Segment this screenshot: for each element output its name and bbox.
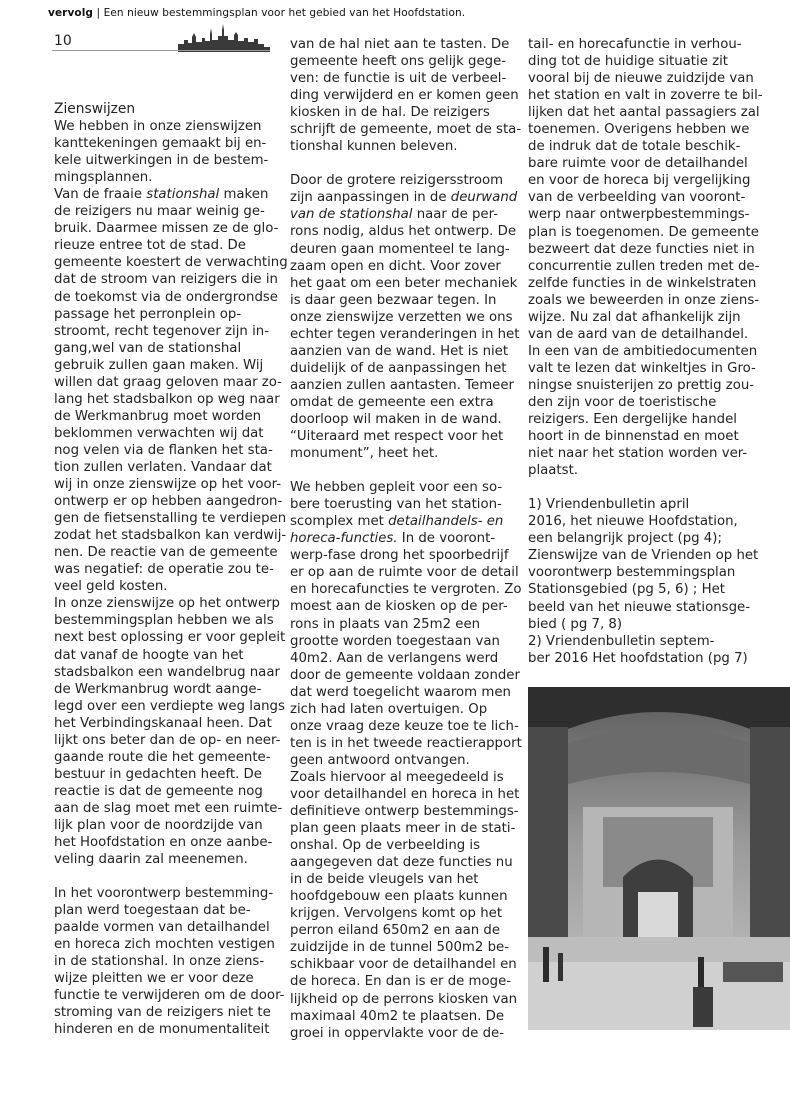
text-line: bied ( pg 7, 8)	[528, 616, 623, 632]
text-line: zijn aanpassingen in de deurwand	[290, 190, 518, 206]
text-line: aan de slag moet met een ruimte-	[54, 800, 283, 816]
text-line: We hebben in onze zienswijzen	[54, 119, 262, 135]
paragraph-gap	[290, 155, 512, 172]
text-line: bestemmingsplan hebben we als	[54, 613, 274, 629]
text-line: scomplex met detailhandels- en	[290, 514, 504, 530]
text-line: In onze zienswijze op het ontwerp	[54, 596, 280, 612]
text-line: gang,wel van de stationshal	[54, 340, 242, 356]
header-rule	[52, 50, 270, 51]
text-line: zaam open en dicht. Voor zover	[290, 258, 501, 274]
text-line: echter tegen veranderingen in het	[290, 326, 520, 342]
text-line: onze vraag deze keuze toe te lich-	[290, 718, 519, 734]
text-line: beklommen verwachten wij dat	[54, 425, 264, 441]
text-line: ven: de functie is uit de verbeel-	[290, 71, 507, 87]
text-line: paalde vormen van detailhandel	[54, 920, 270, 936]
column-1	[54, 101, 288, 1039]
text-line: veling daarin zal meenemen.	[54, 852, 248, 868]
page-number: 10	[54, 33, 72, 49]
text-line: ontwerp er op hebben aangedron-	[54, 494, 283, 510]
text-line: Zoals hiervoor al meegedeeld is	[290, 769, 504, 785]
running-head-separator: |	[96, 7, 101, 19]
running-head-title: Een nieuw bestemmingsplan voor het gebied van het Hoofdstation.	[103, 7, 466, 19]
text-line: veel geld kosten.	[54, 579, 168, 595]
text-line: duidelijk of de aanpassingen het	[290, 360, 507, 376]
paragraph-gap	[528, 479, 778, 496]
text-line: lijken dat het aantal passagiers zal	[528, 105, 760, 121]
text-line: wijze. Nu zal dat afhankelijk zijn	[528, 309, 741, 325]
text-line: het Verbindingskanaal heen. Dat	[54, 715, 272, 731]
text-line: tionshal kunnen beleven.	[290, 139, 458, 155]
text-line: Door de grotere reizigersstroom	[290, 173, 504, 189]
text-line: Stationsgebied (pg 5, 6) ; Het	[528, 582, 725, 598]
text-line: gemeente heeft ons gelijk gege-	[290, 54, 507, 70]
text-line: valt te lezen dat winkeltjes in Gro-	[528, 360, 756, 376]
text-line: en horeca zich mochten vestigen	[54, 937, 275, 953]
text-line: willen dat graag geloven maar zo-	[54, 374, 282, 390]
text-line: schrijft de gemeente, moet de sta-	[290, 122, 522, 138]
text-line: In het voorontwerp bestemming-	[54, 886, 274, 902]
text-line: de reizigers nu maar weinig ge-	[54, 204, 265, 220]
text-line: zich had laten overtuigen. Op	[290, 701, 488, 717]
text-line: rieuze entree tot de stad. De	[54, 238, 246, 254]
text-line: gemeente koestert de verwachting	[54, 255, 288, 271]
text-line: stroomt, recht tegenover zijn in-	[54, 323, 270, 339]
text-line: tail- en horecafunctie in verhou-	[528, 37, 742, 52]
text-line: door de gemeente voldaan zonder	[290, 667, 520, 683]
text-line: plan is toegenomen. De gemeente	[528, 224, 759, 240]
text-line: hoort in de binnenstad en moet	[528, 429, 739, 445]
text-line: “Uiteraard met respect voor het	[290, 429, 504, 445]
column-3-body	[528, 36, 778, 667]
text-line: plan geen plaats meer in de stati-	[290, 821, 516, 837]
text-line: legd over een verdiepte weg langs	[54, 698, 285, 714]
text-line: Van de fraaie stationshal maken	[54, 187, 269, 203]
text-line: ten is in het tweede reactierapport	[290, 735, 522, 751]
text-line: concurrentie zullen treden met de-	[528, 258, 760, 274]
text-line: het gaat om een beter mechaniek	[290, 275, 518, 291]
text-line: passage het perronplein op-	[54, 306, 242, 322]
text-line: lijkheid op de perrons kiosken van	[290, 991, 518, 1007]
text-line: wijze pleitten we er voor deze	[54, 971, 254, 987]
text-line: onshal. Op de verbeelding is	[290, 838, 481, 854]
text-line: werp-fase drong het spoorbedrijf	[290, 548, 509, 564]
text-line: 40m2. Aan de verlangens werd	[290, 650, 499, 666]
text-line: de horeca. En dan is er de moge-	[290, 974, 512, 990]
text-line: plaatst.	[528, 463, 579, 479]
text-line: de toekomst via de ondergrondse	[54, 289, 278, 305]
text-line: is daar geen bezwaar tegen. In	[290, 292, 497, 308]
text-line: In een van de ambitiedocumenten	[528, 343, 758, 359]
text-line: moest aan de kiosken op de per-	[290, 599, 508, 615]
text-line: dat werd toegelicht waarom men	[290, 684, 511, 700]
text-line: het station en valt in zoverre te bil-	[528, 88, 763, 104]
text-line: voorontwerp bestemmingsplan	[528, 565, 736, 581]
text-line: vooral bij de nieuwe zuidzijde van	[528, 71, 754, 87]
text-line: 2) Vriendenbulletin septem-	[528, 633, 715, 649]
text-line: wij in onze zienswijze op het voor-	[54, 477, 282, 493]
city-skyline-icon	[178, 22, 270, 52]
text-line: zodat het stadsbalkon kan verdwij-	[54, 528, 287, 544]
text-line: ber 2016 Het hoofdstation (pg 7)	[528, 650, 748, 666]
text-line: dat de stroom van reizigers die in	[54, 272, 278, 288]
text-line: tion zullen verlaten. Vandaar dat	[54, 459, 272, 475]
text-line: hinderen en de monumentaliteit	[54, 1022, 270, 1038]
text-line: ding tot de huidige situatie zit	[528, 54, 729, 70]
text-line: bezweert dat deze functies niet in	[528, 241, 755, 257]
column-2-body	[290, 36, 522, 1042]
text-line: maximaal 40m2 te plaatsen. De	[290, 1008, 505, 1024]
text-line: krijgen. Vervolgens komt op het	[290, 906, 503, 922]
text-line: de Werkmanbrug wordt aange-	[54, 681, 262, 697]
text-line: nen. De reactie van de gemeente	[54, 545, 278, 561]
text-line: bestuur in gedachten heeft. De	[54, 766, 262, 782]
text-line: gaande route die het gemeente-	[54, 749, 271, 765]
column-1-body	[54, 118, 288, 1038]
station-hall-photo	[528, 687, 790, 1030]
text-line: van de stationshal naar de per-	[290, 207, 499, 223]
text-line: hoofdgebouw een plaats kunnen	[290, 889, 508, 905]
text-line: gebruik zullen gaan maken. Wij	[54, 357, 264, 373]
text-line: kele uitwerkingen in de bestem-	[54, 153, 269, 169]
text-line: dat vanaf de hoogte van het	[54, 647, 244, 663]
text-line: lang het stadsbalkon op weg naar	[54, 391, 280, 407]
running-head	[48, 7, 465, 19]
text-line: niet naar het station worden ver-	[528, 446, 748, 462]
text-line: 2016, het nieuwe Hoofdstation,	[528, 514, 738, 530]
text-line: en horecafuncties te vergroten. Zo	[290, 582, 522, 598]
text-line: lijkt ons beter dan de op- en neer-	[54, 732, 281, 748]
text-line: in de stationshal. In onze ziens-	[54, 954, 265, 970]
text-line: Zienswijze van de Vrienden op het	[528, 548, 759, 564]
text-line: ding verwijderd en er komen geen	[290, 88, 519, 104]
text-line: horeca-functies. In de vooront-	[290, 531, 496, 547]
text-line: de indruk dat de totale beschik-	[528, 139, 741, 155]
text-line: zoals we beweerden in onze ziens-	[528, 292, 760, 308]
text-line: van de hal niet aan te tasten. De	[290, 37, 510, 52]
text-line: functie te verwijderen om de door-	[54, 988, 285, 1004]
column-2	[290, 36, 522, 1042]
text-line: gen de fietsenstalling te verdiepen	[54, 511, 287, 527]
text-line: bruik. Daarmee missen ze de glo-	[54, 221, 279, 237]
text-line: kanttekeningen gemaakt bij en-	[54, 136, 267, 152]
paragraph-gap	[54, 868, 276, 885]
text-line: aangegeven dat deze functies nu	[290, 855, 513, 871]
text-line: 1) Vriendenbulletin april	[528, 497, 690, 513]
text-line: geen antwoord ontvangen.	[290, 752, 470, 768]
text-line: voor detailhandel en horeca in het	[290, 786, 520, 802]
text-line: en voor de horeca bij vergelijking	[528, 173, 751, 189]
text-line: van de verbeelding van vooront-	[528, 190, 746, 206]
text-line: perron eiland 650m2 en aan de	[290, 923, 501, 939]
text-line: er op aan de ruimte voor de detail	[290, 565, 519, 581]
text-line: schikbaar voor de detailhandel en	[290, 957, 517, 973]
text-line: stadsbalkon een wandelbrug naar	[54, 664, 280, 680]
text-line: groei in oppervlakte voor de de-	[290, 1025, 504, 1041]
text-line: was negatief: de operatie zou te-	[54, 562, 274, 578]
text-line: reizigers. Een dergelijke handel	[528, 412, 737, 428]
text-line: aanzien van de wand. Het is niet	[290, 343, 509, 359]
text-line: kiosken in de hal. De reizigers	[290, 105, 490, 121]
text-line: aanzien zullen aantasten. Temeer	[290, 377, 514, 393]
text-line: We hebben gepleit voor een so-	[290, 480, 503, 496]
running-head-section: vervolg	[48, 7, 94, 19]
text-line: stroming van de reizigers niet te	[54, 1005, 271, 1021]
text-line: het Hoofdstation en onze aanbe-	[54, 835, 273, 851]
text-line: monument”, heet het.	[290, 446, 439, 462]
text-line: lijk plan voor de noordzijde van	[54, 817, 263, 833]
text-line: plan werd toegestaan dat be-	[54, 903, 251, 919]
text-line: rons in plaats van 25m2 een	[290, 616, 481, 632]
text-line: definitieve ontwerp bestemmings-	[290, 804, 519, 820]
text-line: grootte worden toegestaan van	[290, 633, 500, 649]
column-3	[528, 36, 778, 667]
text-line: next best oplossing er voor gepleit	[54, 630, 286, 646]
text-line: ningse snuisterijen zo prettig zou-	[528, 377, 755, 393]
text-line: de Werkmanbrug moet worden	[54, 408, 262, 424]
text-line: deuren gaan momenteel te lang-	[290, 241, 510, 257]
text-line: van de aard van de detailhandel.	[528, 326, 749, 342]
text-line: mingsplannen.	[54, 170, 153, 186]
text-line: toenemen. Overigens hebben we	[528, 122, 750, 138]
text-line: omdat de gemeente een extra	[290, 394, 494, 410]
section-heading: Zienswijzen	[54, 101, 136, 117]
text-line: bare ruimte voor de detailhandel	[528, 156, 748, 172]
text-line: beeld van het nieuwe stationsge-	[528, 599, 751, 615]
text-line: zelfde functies in de winkelstraten	[528, 275, 757, 291]
text-line: onze zienswijze verzetten we ons	[290, 309, 513, 325]
text-line: rons nodig, aldus het ontwerp. De	[290, 224, 517, 240]
paragraph-gap	[290, 462, 512, 479]
text-line: bere toerusting van het station-	[290, 497, 502, 513]
text-line: werp naar ontwerpbestemmings-	[528, 207, 750, 223]
text-line: doorloop wil maken in de wand.	[290, 411, 502, 427]
text-line: nog velen via de flanken het sta-	[54, 442, 273, 458]
text-line: in de beide vleugels van het	[290, 872, 479, 888]
text-line: een belangrijk project (pg 4);	[528, 531, 722, 547]
text-line: reactie is dat de gemeente nog	[54, 783, 263, 799]
text-line: den zijn voor de toeristische	[528, 394, 717, 410]
text-line: zuidzijde in de tunnel 500m2 be-	[290, 940, 509, 956]
